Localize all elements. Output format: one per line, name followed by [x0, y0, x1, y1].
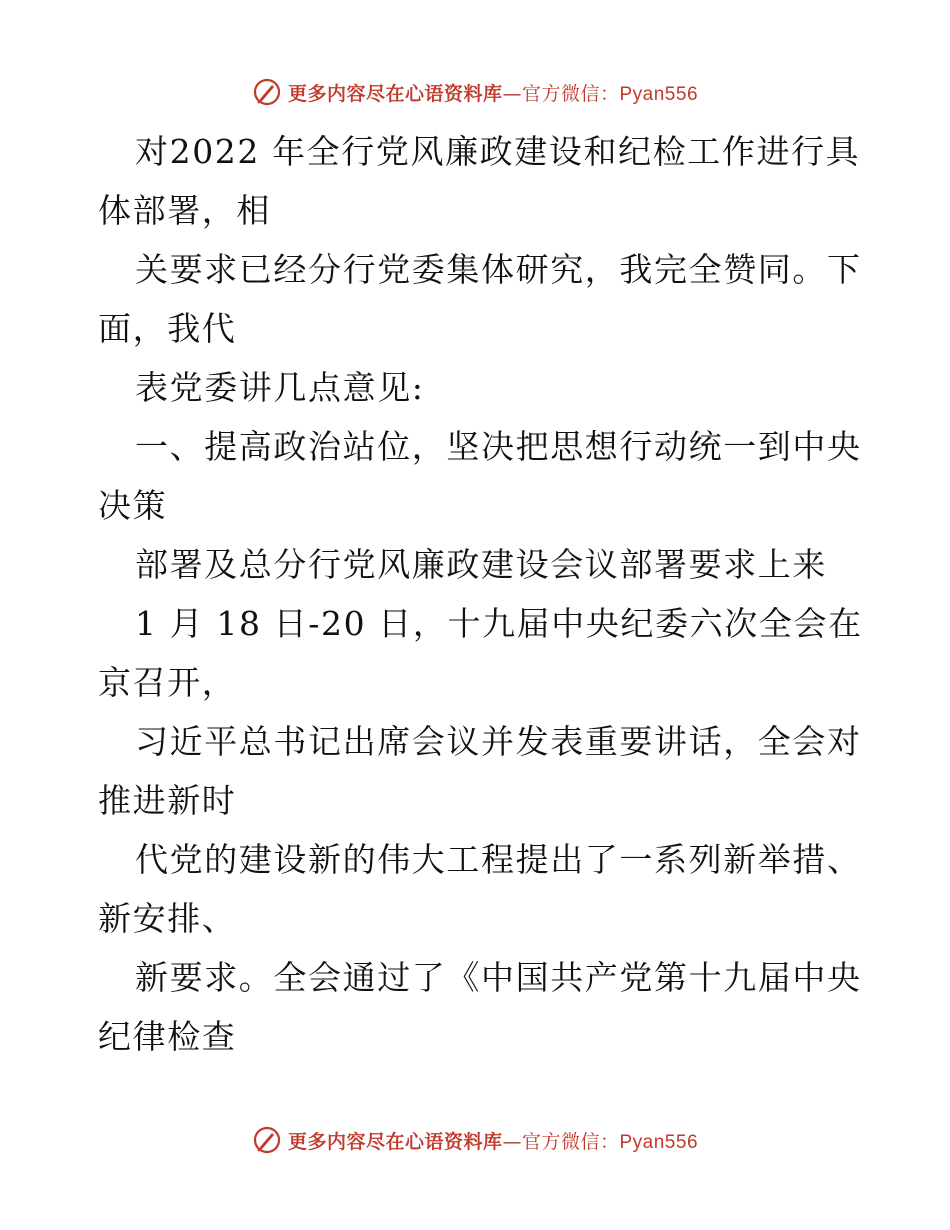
text-line: 部署及总分行党风廉政建设会议部署要求上来: [135, 545, 827, 584]
text-line: 代党的建设新的伟大工程提出了一系列新举措、: [135, 840, 862, 879]
text-line: 决策: [98, 486, 168, 525]
text-line: 一、提高政治站位，坚决把思想行动统一到中央: [135, 427, 862, 466]
text-line: 新要求。全会通过了《中国共产党第十九届中央: [135, 958, 862, 997]
text-line: 新安排、: [98, 899, 237, 938]
text-line: 面，我代: [98, 309, 237, 348]
watermark-separator: —: [502, 82, 522, 105]
text-line: 关要求已经分行党委集体研究，我完全赞同。下: [135, 250, 862, 289]
text-line: 体部署，相: [98, 191, 271, 230]
watermark-brand: 更多内容尽在心语资料库: [287, 82, 503, 105]
document-body: [98, 122, 863, 1066]
watermark-separator: —: [502, 1130, 522, 1153]
text-line: 表党委讲几点意见:: [135, 368, 425, 407]
watermark-wechat-id: Pyan556: [619, 1131, 699, 1153]
footer-watermark: [0, 1120, 950, 1160]
text-line: 1 月 18 日-20 日，十九届中央纪委六次全会在: [135, 604, 863, 643]
watermark-official-label: 官方微信：: [521, 1130, 620, 1153]
text-line: 纪律检查: [98, 1017, 237, 1056]
watermark-official-label: 官方微信：: [521, 82, 620, 105]
header-watermark: [0, 72, 950, 112]
quill-logo-icon: [252, 1125, 282, 1155]
watermark-wechat-id: Pyan556: [619, 83, 699, 105]
watermark-text: [288, 79, 698, 106]
text-line: 推进新时: [98, 781, 237, 820]
watermark-text: [288, 1127, 698, 1154]
text-line: 京召开，: [98, 663, 237, 702]
watermark-brand: 更多内容尽在心语资料库: [287, 1130, 503, 1153]
text-line: 习近平总书记出席会议并发表重要讲话，全会对: [135, 722, 862, 761]
text-line: 对2022 年全行党风廉政建设和纪检工作进行具: [135, 132, 861, 171]
quill-logo-icon: [252, 77, 282, 107]
